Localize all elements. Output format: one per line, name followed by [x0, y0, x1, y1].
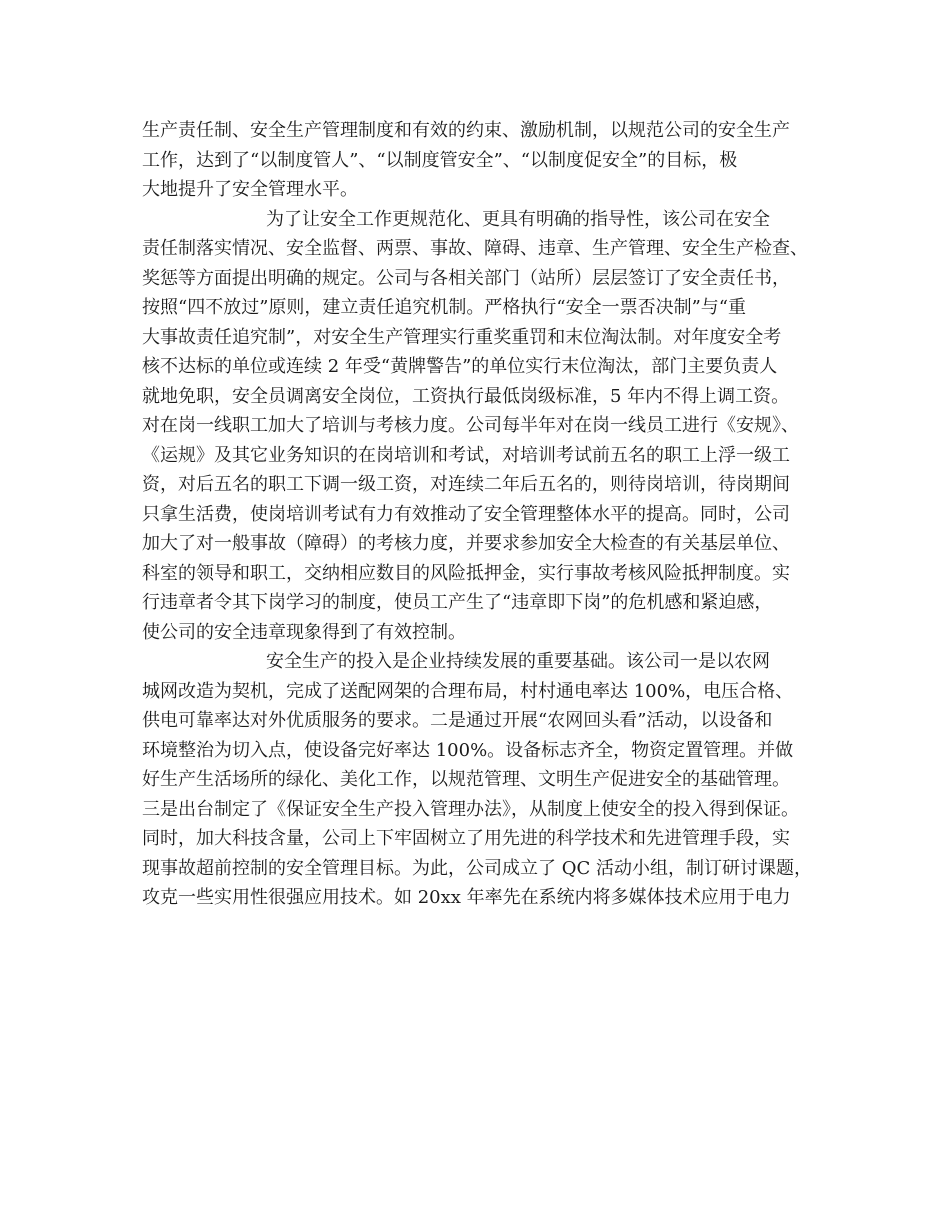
text-line: 安全生产的投入是企业持续发展的重要基础。该公司一是以农网	[266, 651, 770, 672]
text-line: 对在岗一线职工加大了培训与考核力度。公司每半年对在岗一线员工进行《安规》、	[142, 415, 799, 436]
text-line: 加大了对一般事故（障碍）的考核力度，并要求参加安全大检查的有关基层单位、	[142, 533, 790, 554]
paragraph	[142, 205, 832, 648]
text-line: 生产责任制、安全生产管理制度和有效的约束、激励机制，以规范公司的安全生产	[142, 120, 790, 141]
text-line: 现事故超前控制的安全管理目标。为此，公司成立了 QC 活动小组，制订研讨课题，	[142, 857, 812, 879]
text-line: 只拿生活费，使岗培训考试有力有效推动了安全管理整体水平的提高。同时，公司	[142, 503, 790, 525]
text-line: 工作，达到了“以制度管人”、“以制度管安全”、“以制度促安全”的目标，极	[142, 149, 738, 171]
paragraph	[142, 647, 832, 913]
text-line: 责任制落实情况、安全监督、两票、事故、障碍、违章、生产管理、安全生产检查、	[142, 238, 808, 259]
text-line: 奖惩等方面提出明确的规定。公司与各相关部门（站所）层层签订了安全责任书，	[142, 267, 790, 289]
text-line: 供电可靠率达对外优质服务的要求。二是通过开展“农网回头看”活动，以设备和	[142, 710, 773, 731]
text-line: 核不达标的单位或连续 2 年受“黄牌警告”的单位实行末位淘汰，部门主要负责人	[142, 356, 778, 377]
text-line: 按照“四不放过”原则，建立责任追究机制。严格执行“安全一票否决制”与“重	[142, 297, 747, 318]
text-line: 使公司的安全违章现象得到了有效控制。	[142, 621, 466, 643]
text-line: 资，对后五名的职工下调一级工资，对连续二年后五名的，则待岗培训，待岗期间	[142, 474, 790, 495]
text-line: 城网改造为契机，完成了送配网架的合理布局，村村通电率达 100%，电压合格、	[142, 680, 794, 702]
text-line: 大事故责任追究制”，对安全生产管理实行重奖重罚和末位淘汰制。对年度安全考	[142, 326, 782, 348]
text-line: 环境整治为切入点，使设备完好率达 100%。设备标志齐全，物资定置管理。并做	[142, 739, 794, 761]
text-line: 三是出台制定了《保证安全生产投入管理办法》，从制度上使安全的投入得到保证。	[142, 798, 799, 820]
text-line: 科室的领导和职工，交纳相应数目的风险抵押金，实行事故考核风险抵押制度。实	[142, 562, 790, 584]
text-line: 《运规》及其它业务知识的在岗培训和考试，对培训考试前五名的职工上浮一级工	[142, 444, 790, 466]
text-line: 攻克一些实用性很强应用技术。如 20xx 年率先在系统内将多媒体技术应用于电力	[142, 887, 791, 908]
paragraph	[142, 116, 832, 205]
text-line: 为了让安全工作更规范化、更具有明确的指导性，该公司在安全	[266, 208, 770, 230]
text-line: 行违章者令其下岗学习的制度，使员工产生了“违章即下岗”的危机感和紧迫感，	[142, 592, 773, 613]
document-body	[142, 116, 832, 913]
text-line: 同时，加大科技含量，公司上下牢固树立了用先进的科学技术和先进管理手段，实	[142, 828, 790, 849]
text-line: 就地免职，安全员调离安全岗位，工资执行最低岗级标准，5 年内不得上调工资。	[142, 385, 790, 407]
text-line: 好生产生活场所的绿化、美化工作，以规范管理、文明生产促进安全的基础管理。	[142, 769, 790, 790]
text-line: 大地提升了安全管理水平。	[142, 179, 358, 200]
